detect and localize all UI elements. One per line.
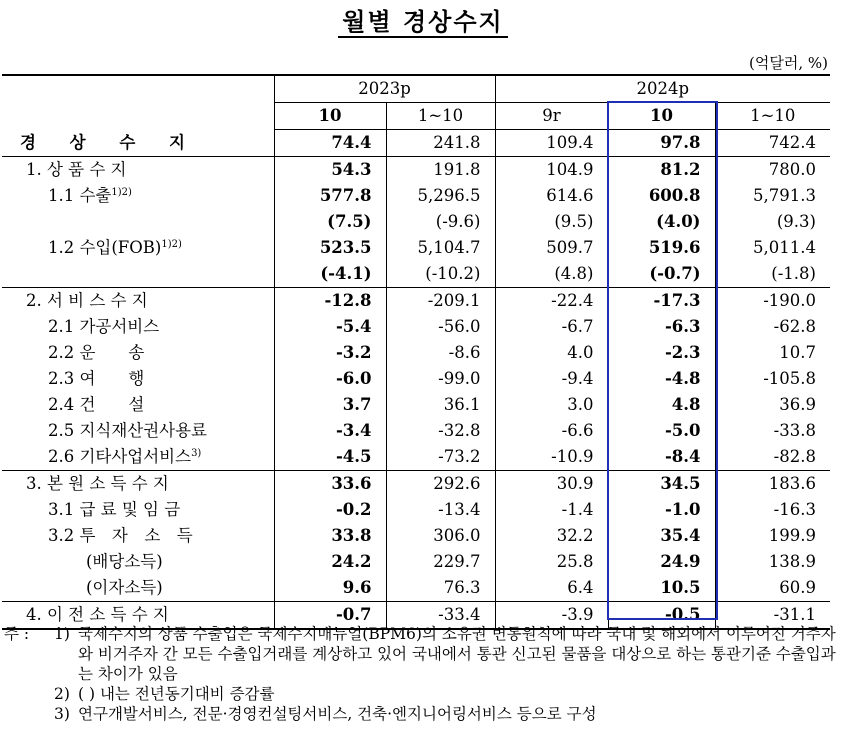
value-cell: -13.4	[386, 497, 495, 523]
value-cell: -73.2	[386, 444, 495, 471]
value-cell: 292.6	[386, 471, 495, 498]
value-cell: 191.8	[386, 157, 495, 184]
value-cell: -56.0	[386, 314, 495, 340]
value-cell: 24.2	[274, 549, 386, 575]
value-cell: -31.1	[715, 602, 830, 630]
value-cell: -3.9	[495, 602, 608, 630]
value-cell: -5.0	[608, 418, 715, 444]
row-label: 3.2 투 자 소 득	[2, 523, 274, 549]
footnote-number: 3)	[54, 705, 70, 723]
value-cell: 36.9	[779, 395, 816, 414]
value-cell: 24.9	[608, 549, 715, 575]
value-cell: 9.6	[274, 575, 386, 602]
value-cell: -99.0	[386, 366, 495, 392]
value-cell: -0.5	[608, 602, 715, 630]
value-cell: 10.7	[779, 343, 816, 362]
value-cell: (9.3)	[776, 212, 816, 231]
value-cell: -4.5	[274, 444, 386, 471]
value-cell: -32.8	[386, 418, 495, 444]
row-label: 1.1 수출$^{1)2)}$	[2, 183, 274, 209]
value-cell: 577.8	[274, 183, 386, 209]
value-cell: 4.8	[608, 392, 715, 418]
value-cell: -0.2	[274, 497, 386, 523]
value-cell: 109.4	[495, 130, 608, 157]
value-cell: -6.7	[495, 314, 608, 340]
value-cell: 3.7	[274, 392, 386, 418]
value-cell: -12.8	[274, 288, 386, 315]
value-cell: -8.6	[386, 340, 495, 366]
value-cell: 241.8	[386, 130, 495, 157]
row-label: 3.1 급 료 및 임 금	[2, 497, 274, 523]
value-cell: 76.3	[386, 575, 495, 602]
footnote-ref: 1)2)	[161, 239, 182, 250]
value-cell: 600.8	[608, 183, 715, 209]
value-cell: 54.3	[274, 157, 386, 184]
value-cell: 32.2	[495, 523, 608, 549]
value-cell: (-9.6)	[386, 209, 495, 235]
value-cell: 5,011.4	[753, 238, 816, 257]
row-label: 2.2 운 송	[2, 340, 274, 366]
value-cell: -209.1	[386, 288, 495, 315]
value-cell: -6.3	[608, 314, 715, 340]
value-cell: (-0.7)	[608, 261, 715, 288]
value-cell: -82.8	[773, 447, 816, 466]
value-cell: -190.0	[715, 288, 830, 315]
row-label	[2, 261, 274, 288]
value-cell: -10.9	[495, 444, 608, 471]
row-label: 1.2 수입(FOB)$^{1)2)}$	[2, 235, 274, 261]
footnote-number: 2)	[54, 685, 70, 703]
value-cell: 614.6	[495, 183, 608, 209]
footnote-3	[4, 704, 842, 724]
value-cell: 780.0	[715, 157, 830, 184]
value-cell: -33.8	[773, 421, 816, 440]
row-label: 2.5 지식재산권사용료	[2, 418, 274, 444]
row-label: 1. 상 품 수 지	[2, 157, 274, 184]
value-cell: (7.5)	[274, 209, 386, 235]
highlight-box	[607, 101, 718, 620]
col-header: 10	[274, 103, 386, 130]
unit-label: (억달러, %)	[749, 54, 828, 72]
value-cell: -6.6	[495, 418, 608, 444]
footnote-1	[4, 624, 842, 684]
value-cell: 519.6	[608, 235, 715, 261]
col-header: 1~10	[715, 103, 830, 130]
value-cell: 199.9	[768, 526, 816, 545]
footnote-number: 1)	[54, 625, 70, 643]
value-cell: 33.8	[274, 523, 386, 549]
row-label: 3. 본 원 소 득 수 지	[2, 471, 274, 498]
value-cell: 104.9	[495, 157, 608, 184]
value-cell: -1.4	[495, 497, 608, 523]
col-header: 9r	[495, 103, 608, 130]
value-cell: 60.9	[779, 578, 816, 597]
value-cell: -17.3	[608, 288, 715, 315]
value-cell: -6.0	[274, 366, 386, 392]
row-label: 4. 이 전 소 득 수 지	[2, 602, 274, 630]
value-cell: 74.4	[274, 130, 386, 157]
value-cell: (4.0)	[608, 209, 715, 235]
value-cell: (4.8)	[495, 261, 608, 288]
header-row-years	[2, 75, 830, 103]
year-header-2023: 2023p	[274, 75, 495, 103]
row-label: 2. 서 비 스 수 지	[2, 288, 274, 315]
value-cell: (-1.8)	[771, 264, 816, 283]
value-cell: 5,296.5	[386, 183, 495, 209]
value-cell: 3.0	[495, 392, 608, 418]
value-cell: 5,791.3	[753, 186, 816, 205]
value-cell: -9.4	[495, 366, 608, 392]
value-cell: 34.5	[608, 471, 715, 498]
value-cell: (-10.2)	[386, 261, 495, 288]
row-label	[2, 209, 274, 235]
value-cell: 33.6	[274, 471, 386, 498]
value-cell: -22.4	[495, 288, 608, 315]
value-cell: (9.5)	[495, 209, 608, 235]
value-cell: 81.2	[608, 157, 715, 184]
footnote-ref: 1)2)	[111, 187, 132, 198]
value-cell: (-4.1)	[274, 261, 386, 288]
row-label: 2.6 기타사업서비스$^{3)}$	[2, 444, 274, 471]
value-cell: 742.4	[768, 133, 816, 152]
col-header: 10	[608, 103, 715, 130]
value-cell: -62.8	[773, 317, 816, 336]
footnote-prefix: 주 :	[4, 625, 30, 643]
value-cell: 306.0	[386, 523, 495, 549]
footnote-ref: 3)	[191, 448, 202, 459]
row-label: 2.4 건 설	[2, 392, 274, 418]
value-cell: -3.4	[274, 418, 386, 444]
row-label: 2.3 여 행	[2, 366, 274, 392]
year-header-2024: 2024p	[495, 75, 830, 103]
value-cell: 509.7	[495, 235, 608, 261]
value-cell: -4.8	[608, 366, 715, 392]
value-cell: 523.5	[274, 235, 386, 261]
row-label: 2.1 가공서비스	[2, 314, 274, 340]
value-cell: 97.8	[608, 130, 715, 157]
value-cell: 25.8	[495, 549, 608, 575]
footnote-text: 국제수지의 상품 수출입은 국제수지매뉴얼(BPM6)의 소유권 변동원칙에 따라 국내 및 해외에서 이루어진 거주자와 비거주자 간 모든 수출입거래를 계상하고 있어 국내에서 통관 신고된 물품을 대상으로 하는 통관기준 수출입과는 차이가 있음	[78, 625, 836, 683]
row-label: 경 상 수 지	[2, 130, 274, 157]
header-label-cell	[2, 75, 274, 130]
row-label: (이자소득)	[2, 575, 274, 602]
value-cell: 138.9	[768, 552, 816, 571]
value-cell: 5,104.7	[386, 235, 495, 261]
value-cell: 229.7	[386, 549, 495, 575]
value-cell: -0.7	[274, 602, 386, 630]
col-header: 1~10	[386, 103, 495, 130]
footnote-2	[4, 684, 842, 704]
value-cell: 36.1	[386, 392, 495, 418]
footnote-text: 연구개발서비스, 전문·경영컨설팅서비스, 건축·엔지니어링서비스 등으로 구성	[78, 705, 597, 723]
value-cell: 10.5	[608, 575, 715, 602]
value-cell: -33.4	[386, 602, 495, 630]
row-label: (배당소득)	[2, 549, 274, 575]
value-cell: -2.3	[608, 340, 715, 366]
value-cell: -105.8	[763, 369, 816, 388]
value-cell: 30.9	[495, 471, 608, 498]
value-cell: -8.4	[608, 444, 715, 471]
value-cell: -3.2	[274, 340, 386, 366]
value-cell: 35.4	[608, 523, 715, 549]
page-title: 월별 경상수지	[0, 2, 846, 37]
footnotes	[4, 624, 842, 724]
value-cell: -5.4	[274, 314, 386, 340]
value-cell: -1.0	[608, 497, 715, 523]
value-cell: 183.6	[715, 471, 830, 498]
value-cell: -16.3	[773, 500, 816, 519]
value-cell: 4.0	[495, 340, 608, 366]
value-cell: 6.4	[495, 575, 608, 602]
footnote-text: ( ) 내는 전년동기대비 증감률	[78, 685, 275, 703]
